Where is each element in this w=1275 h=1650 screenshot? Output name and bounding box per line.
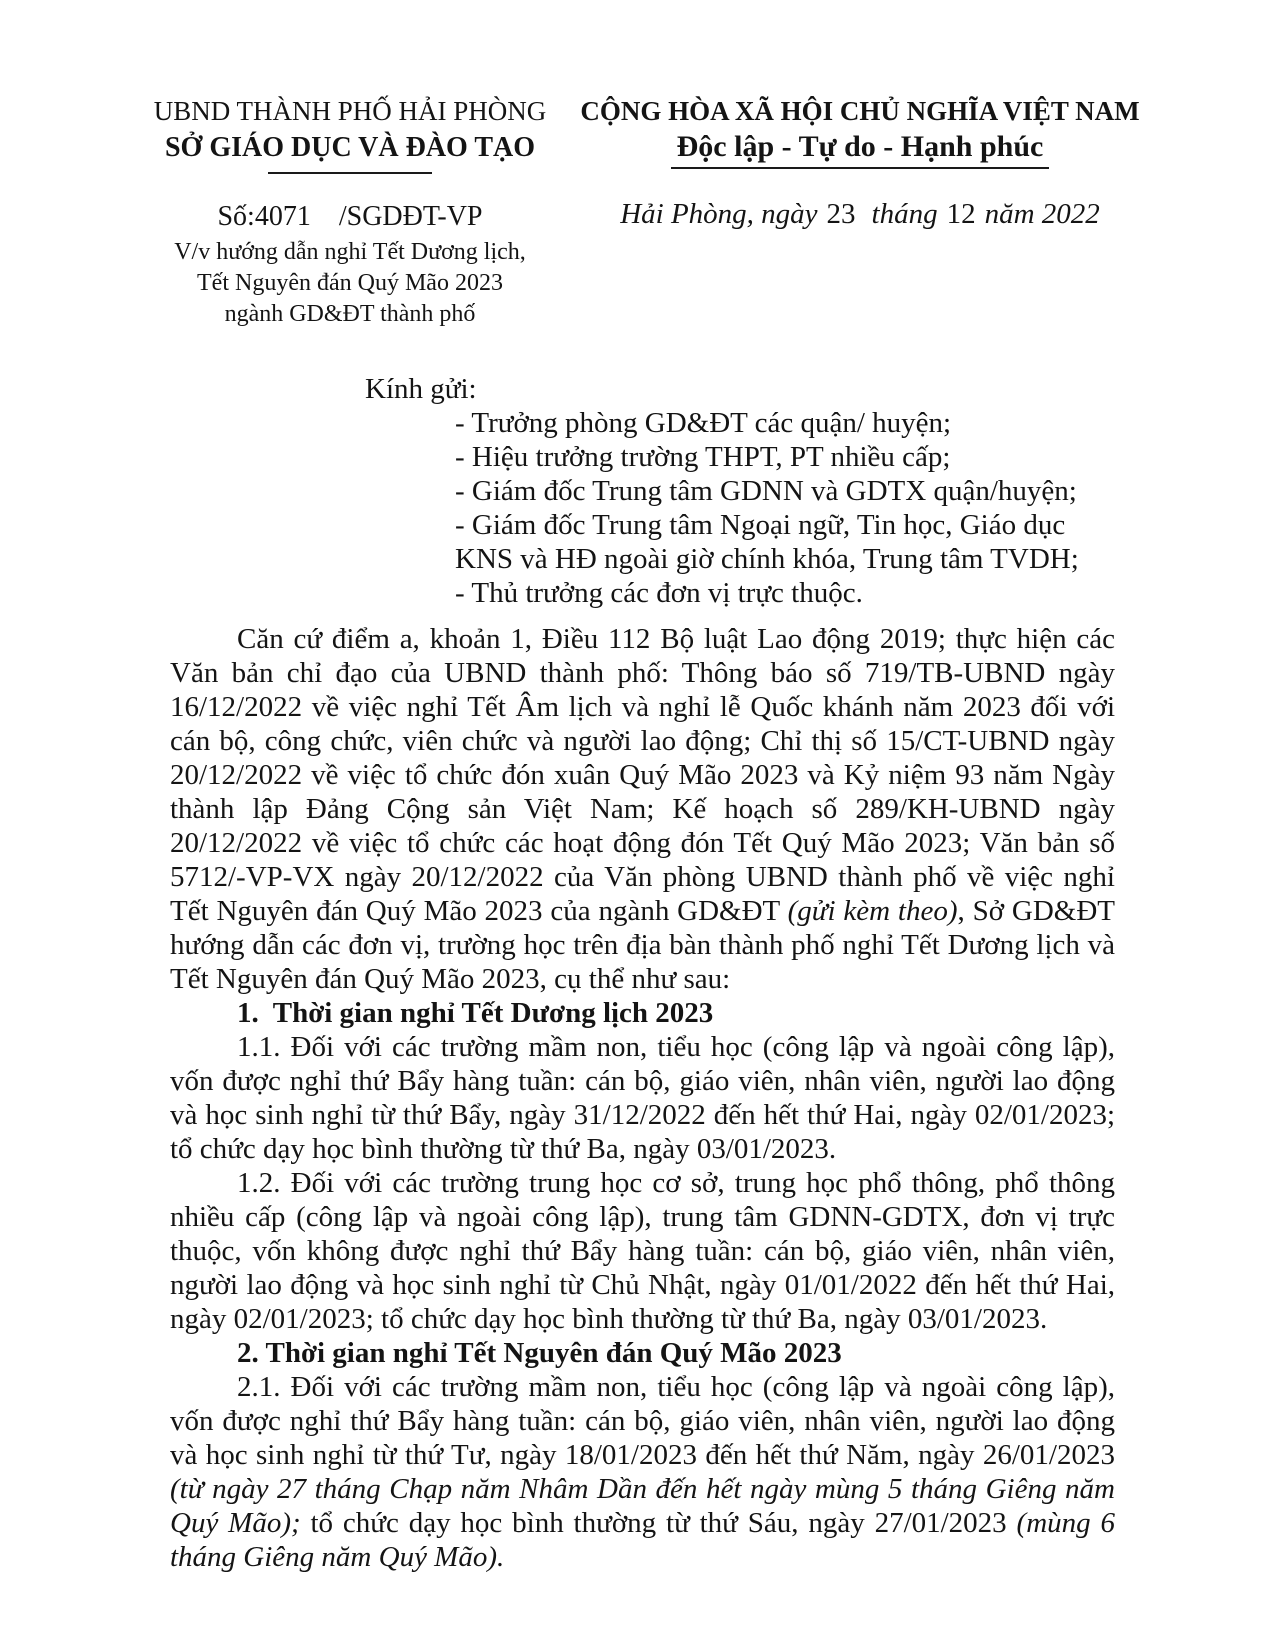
agency-name: SỞ GIÁO DỤC VÀ ĐÀO TẠO bbox=[164, 132, 535, 163]
text-segment: Căn cứ điểm a, khoản 1, Điều 112 Bộ luật Lao động 2019; thực hiện các Văn bản chỉ đạo của UBND thành phố: Thông báo số 719/TB-UBND ngày 16/12/2022 về việc nghỉ Tết Âm lịch và nghỉ lễ Quốc khánh năm 2023 đối với cán bộ, công chức, viên chức và người lao động; Chỉ thị số 15/CT-UBND ngày 20/12/2022 về việc tổ chức đón xuân Quý Mão 2023 và Kỷ niệm 93 năm Ngày thành lập Đảng Cộng sản Việt Nam; Kế hoạch số 289/KH-UBND ngày 20/12/2022 về việc tổ chức các hoạt động đón Tết Quý Mão 2023; Văn bản số 5712/-VP-VX ngày 20/12/2022 của Văn phòng UBND thành phố về việc nghỉ Tết Nguyên đán Quý Mão 2023 của ngành GD&ĐT bbox=[170, 623, 1115, 927]
national-header-block bbox=[580, 95, 1140, 231]
paragraph-legal-basis bbox=[170, 622, 1115, 996]
national-motto: Độc lập - Tự do - Hạnh phúc bbox=[671, 129, 1050, 169]
issuing-agency-block bbox=[125, 95, 575, 330]
text-segment: 1.2. Đối với các trường trung học cơ sở, trung học phổ thông, phổ thông nhiều cấp (công lập và ngoài công lập), trung tâm GDNN-GDTX, đơn vị trực thuộc, vốn không được nghỉ thứ Bẩy hàng tuần: cán bộ, giáo viên, nhân viên, người lao động và học sinh nghỉ từ Chủ Nhật, ngày 01/01/2022 đến hết thứ Hai, ngày 02/01/2023; tổ chức dạy học bình thường từ thứ Ba, ngày 03/01/2023. bbox=[170, 1167, 1115, 1335]
italic-text-segment: (mùng 6 tháng Giêng năm Quý Mão). bbox=[170, 1507, 1115, 1573]
subject-line-3: ngành GD&ĐT thành phố bbox=[224, 301, 476, 327]
recipient-line: - Trưởng phòng GD&ĐT các quận/ huyện; bbox=[455, 407, 952, 439]
subject-line-2: Tết Nguyên đán Quý Mão 2023 bbox=[197, 270, 503, 296]
paragraph-2-1 bbox=[170, 1370, 1115, 1574]
dateline-month: 12 bbox=[946, 198, 976, 230]
recipient-line: - Giám đốc Trung tâm Ngoại ngữ, Tin học, Giáo dục bbox=[455, 509, 1066, 541]
recipient-line: - Hiệu trưởng trường THPT, PT nhiều cấp; bbox=[455, 441, 951, 473]
document-subject bbox=[125, 237, 575, 330]
text-segment: tổ chức dạy học bình thường từ thứ Sáu, ngày 27/01/2023 bbox=[300, 1507, 1017, 1539]
recipient-line-continuation: KNS và HĐ ngoài giờ chính khóa, Trung tâm TVDH; bbox=[455, 543, 1079, 575]
paragraph-1-1 bbox=[170, 1030, 1115, 1166]
dateline-prefix: Hải Phòng, ngày bbox=[620, 198, 818, 230]
recipients-list bbox=[455, 406, 1115, 610]
text-segment: 1.1. Đối với các trường mầm non, tiểu học (công lập và ngoài công lập), vốn được nghỉ thứ Bẩy hàng tuần: cán bộ, giáo viên, nhân viên, người lao động và học sinh nghỉ từ thứ Bẩy, ngày 31/12/2022 đến hết thứ Hai, ngày 02/01/2023; tổ chức dạy học bình thường từ thứ Ba, ngày 03/01/2023. bbox=[170, 1031, 1115, 1165]
document-number: Số:4071 /SGDĐT-VP bbox=[217, 201, 483, 232]
subject-line-1: V/v hướng dẫn nghỉ Tết Dương lịch, bbox=[174, 239, 526, 265]
recipient-line: - Giám đốc Trung tâm GDNN và GDTX quận/huyện; bbox=[455, 475, 1077, 507]
italic-text-segment: (từ ngày 27 tháng Chạp năm Nhâm Dần đến hết ngày mùng 5 tháng Giêng năm Quý Mão); bbox=[170, 1473, 1115, 1539]
dateline-thang: tháng bbox=[871, 198, 938, 230]
dateline-day: 23 bbox=[826, 198, 856, 230]
italic-text-segment: (gửi kèm theo) bbox=[787, 895, 958, 927]
section-heading-2 bbox=[170, 1336, 1115, 1370]
salutation: Kính gửi: bbox=[365, 373, 477, 405]
body-text bbox=[170, 622, 1115, 1574]
paragraph-1-2 bbox=[170, 1166, 1115, 1336]
text-segment: , Sở GD&ĐT hướng dẫn các đơn vị, trường học trên địa bàn thành phố nghỉ Tết Dương lịch và Tết Nguyên đán Quý Mão 2023, cụ thể như sau: bbox=[170, 895, 1115, 995]
parent-agency-name: UBND THÀNH PHỐ HẢI PHÒNG bbox=[153, 96, 547, 126]
dateline-suffix: năm 2022 bbox=[984, 198, 1100, 230]
recipient-line: - Thủ trưởng các đơn vị trực thuộc. bbox=[455, 577, 863, 609]
national-title: CỘNG HÒA XÃ HỘI CHỦ NGHĨA VIỆT NAM bbox=[580, 96, 1140, 126]
agency-underline bbox=[268, 172, 432, 174]
document-content bbox=[170, 372, 1115, 1574]
text-segment: 1. Thời gian nghỉ Tết Dương lịch 2023 bbox=[237, 997, 714, 1029]
place-date-line bbox=[580, 197, 1140, 231]
section-heading-1 bbox=[170, 996, 1115, 1030]
text-segment: 2.1. Đối với các trường mầm non, tiểu học (công lập và ngoài công lập), vốn được nghỉ thứ Bẩy hàng tuần: cán bộ, giáo viên, nhân viên, người lao động và học sinh nghỉ từ thứ Tư, ngày 18/01/2023 đến hết thứ Năm, ngày 26/01/2023 bbox=[170, 1371, 1115, 1471]
text-segment: 2. Thời gian nghỉ Tết Nguyên đán Quý Mão 2023 bbox=[237, 1337, 842, 1369]
motto-row bbox=[580, 128, 1140, 169]
